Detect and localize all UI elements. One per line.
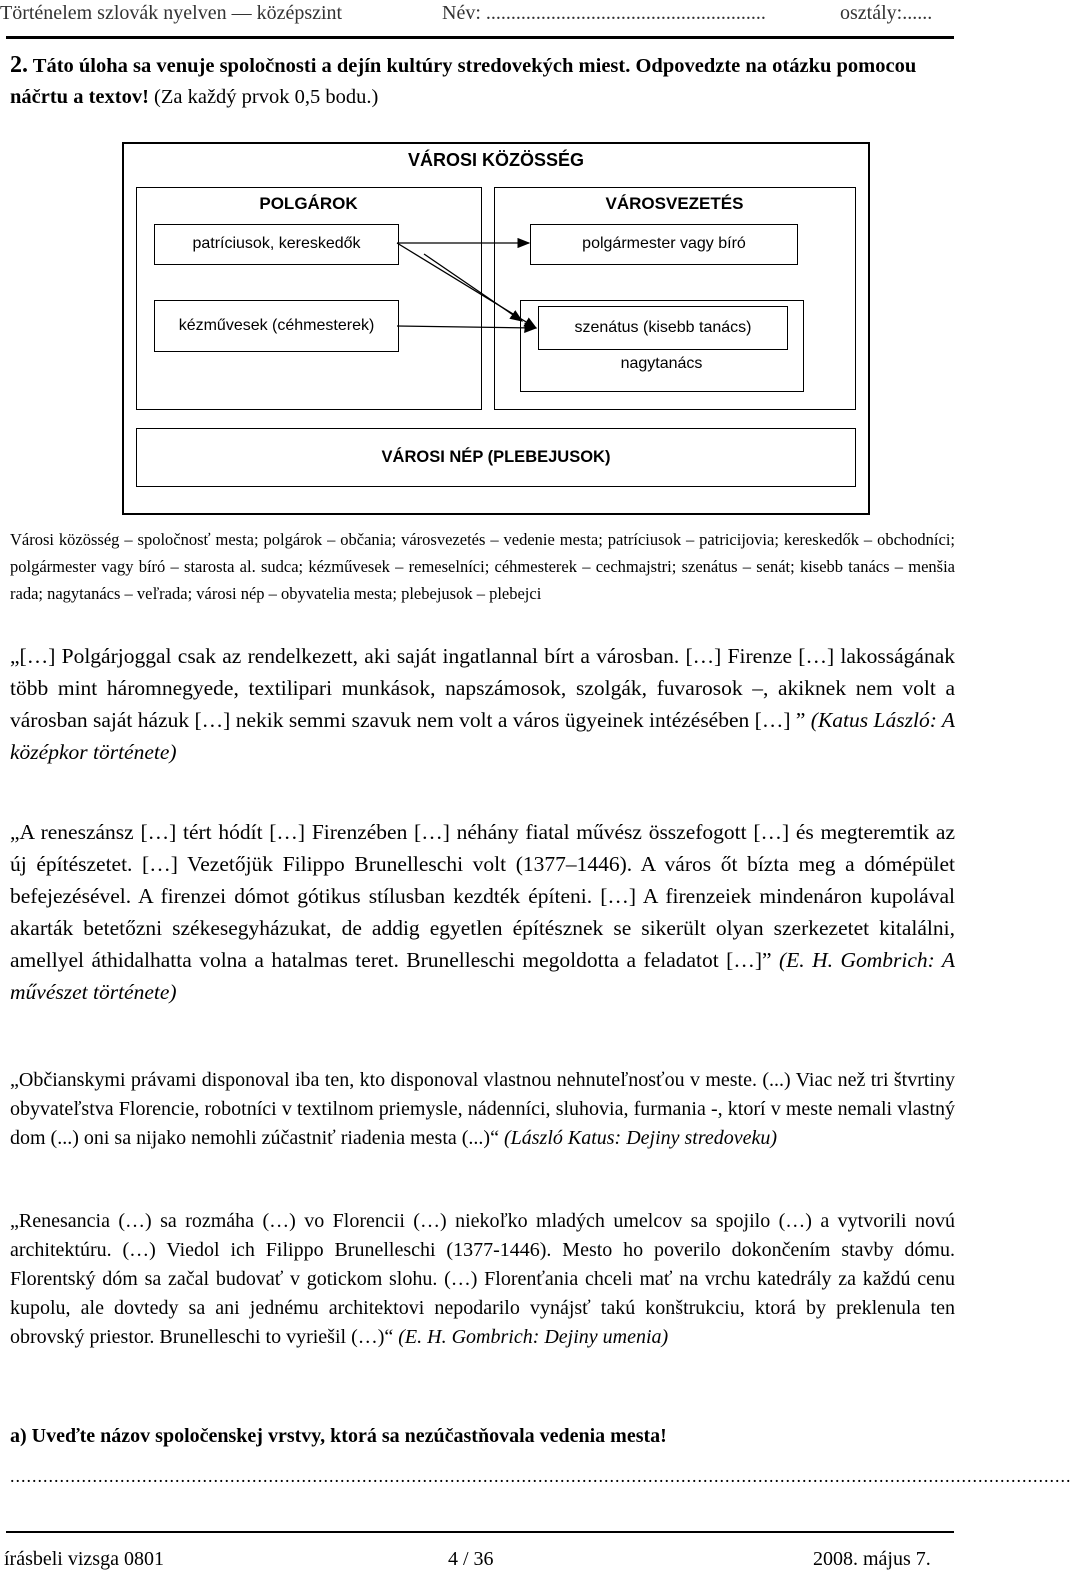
quote-text: „A reneszánsz […] tért hódít […] Firenzében […] néhány fiatal művész összefogott […] és megteremtik az új építészetet. […] Vezetőjük Filippo Brunelleschi volt (1377–1446). A város őt bízta meg a dómépület befejezésével. A firenzei dómot gótikus stílusban kezdték építeni. […] A firenzeiek mindenáron kupolával akarták betetőzni székesegyházukat, de addig egyetlen építésznek se sikerült olyan szerkezetet kitalálni, amellyel áthidalhatta volna a hatalmas teret. Brunelleschi megoldotta a feladatot […]”: [10, 820, 955, 972]
quote-text: „Občianskymi právami disponoval iba ten, kto disponoval vlastnou nehnuteľnosťou v meste. (...) Viac než tri štvrtiny obyvateľstva Florencie, robotníci v textilnom priemysle, nádenníci, sluhovia, furmania -, ktorí v meste nemali vlastný dom (...) oni sa nijako nemohli zúčastniť riadenia mesta (...)“: [10, 1069, 955, 1149]
quote-source: (László Katus: Dejiny stredoveku): [503, 1127, 778, 1149]
answer-line[interactable]: .................................................................................................................................................................................................: [10, 1466, 1072, 1486]
quote-katus-sk: [10, 1066, 955, 1153]
craftsmen-box: kézművesek (céhmesterek): [154, 300, 399, 352]
quote-source: (E. H. Gombrich: Dejiny umenia): [398, 1326, 669, 1348]
quote-text: „Renesancia (…) sa rozmáha (…) vo Florencii (…) niekoľko mladých umelcov sa spojilo (…) a vytvorili novú architektúru. (…) Viedol ich Filippo Brunelleschi (1377-1446). Mesto ho poverilo dokončením stavby dómu. Florentský dóm sa začal budovať v gotickom slohu. (…) Florenťania chceli mať na vrchu katedrály za každú cenu kupolu, ale dovtedy sa ani jednému architektovi nepodarilo vynájsť takú konštrukciu, ktorá by preklenula ten obrovský priestor. Brunelleschi to vyriešil (…)“: [10, 1210, 955, 1348]
task-text: Táto úloha sa venuje spoločnosti a dejín kultúry stredovekých miest. Odpovedzte na otázku pomocou náčrtu a textov!: [10, 55, 917, 108]
task-points: (Za každý prvok 0,5 bodu.): [154, 86, 379, 108]
citizens-title: POLGÁROK: [259, 194, 358, 213]
page-header: [0, 0, 960, 34]
footer-date: 2008. május 7.: [813, 1548, 931, 1570]
header-divider: [6, 36, 954, 39]
quote-katus-hu: [10, 640, 955, 768]
citizens-frame: [136, 187, 482, 410]
header-name-field: Név: ........................................................: [442, 2, 766, 24]
footer-page-number: 4 / 36: [448, 1548, 494, 1570]
footer-divider: [6, 1531, 954, 1533]
patricians-box: patríciusok, kereskedők: [154, 224, 399, 265]
mayor-box: polgármester vagy bíró: [530, 224, 798, 265]
quote-gombrich-hu: [10, 816, 955, 1008]
city-community-diagram: [122, 142, 870, 515]
header-class-field: osztály:......: [840, 2, 933, 24]
question-a: a) Uveďte názov spoločenskej vrstvy, ktorá sa nezúčastňovala vedenia mesta!: [10, 1425, 667, 1447]
common-people-box: VÁROSI NÉP (PLEBEJUSOK): [136, 428, 856, 487]
task-statement: [10, 50, 955, 113]
task-number: 2.: [10, 52, 28, 78]
city-leadership-title: VÁROSVEZETÉS: [605, 194, 744, 213]
quote-text: „[…] Polgárjoggal csak az rendelkezett, aki saját ingatlannal bírt a városban. […] Firenze […] lakosságának több mint háromnegyede, textilipari munkások, napszámosok, szolgák, fuvarosok –, akiknek nem volt a városban saját házuk […] nekik semmi szavuk nem volt a város ügyeinek intézésében […] ”: [10, 644, 955, 732]
diagram-title: VÁROSI KÖZÖSSÉG: [407, 150, 585, 170]
quote-source: (E. H. Gombrich: A művészet története): [10, 948, 956, 1004]
footer-exam-id: írásbeli vizsga 0801: [4, 1548, 164, 1570]
senate-box: szenátus (kisebb tanács): [538, 306, 788, 350]
grand-council-label: nagytanács: [620, 355, 703, 372]
quote-source: (Katus László: A középkor története): [10, 708, 955, 764]
diagram-legend: Városi közösség – spoločnosť mesta; polgárok – občania; városvezetés – vedenie mesta; patríciusok – patricijovia; kereskedők – obchodníci; polgármester vagy bíró – starosta al. sudca; kézművesek – remeselníci; céhmesterek – cechmajstri; szenátus – senát; kisebb tanács – menšia rada; nagytanács – veľrada; városi nép – obyvatelia mesta; plebejusok – plebejci: [10, 530, 955, 603]
quote-gombrich-sk: [10, 1207, 955, 1352]
header-subject: Történelem szlovák nyelven — középszint: [0, 2, 343, 24]
